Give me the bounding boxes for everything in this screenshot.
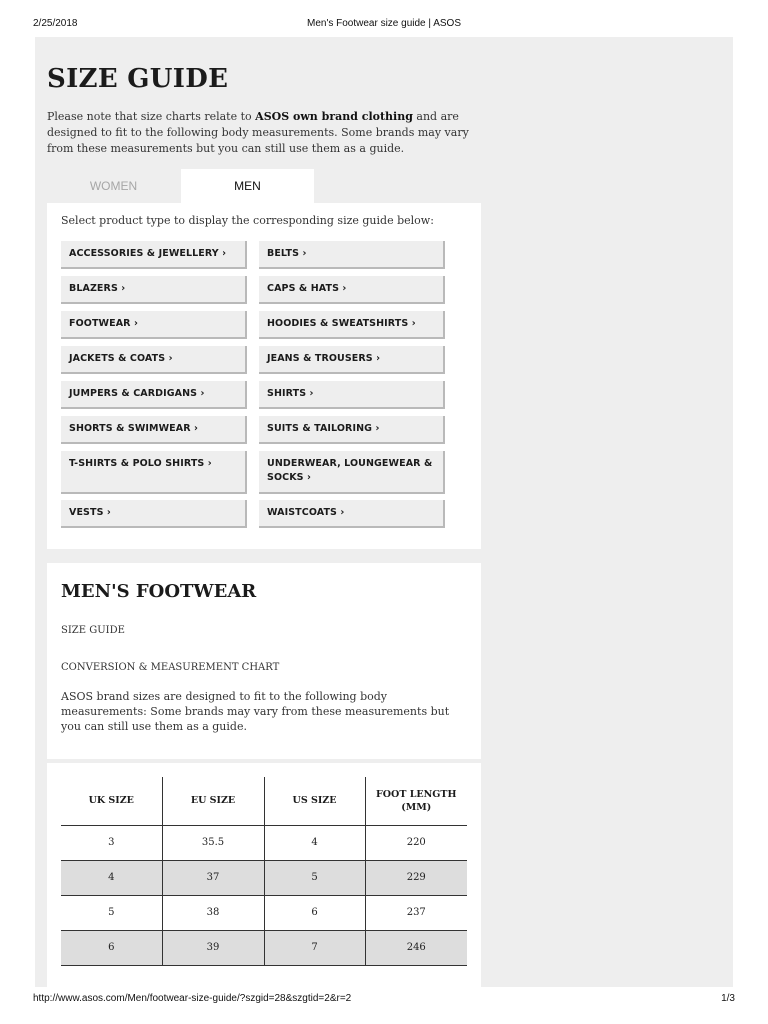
- category-underwear-loungewear-socks-button[interactable]: UNDERWEAR, LOUNGEWEAR & SOCKS ›: [259, 451, 445, 494]
- footwear-section: [47, 563, 481, 759]
- table-cell-foot-length: 220: [365, 825, 467, 860]
- category-accessories-jewellery-button[interactable]: ACCESSORIES & JEWELLERY ›: [61, 241, 247, 269]
- table-row: [61, 895, 467, 930]
- column-header-foot-length: FOOT LENGTH (MM): [365, 777, 467, 825]
- table-cell-uk: 5: [61, 895, 162, 930]
- category-shirts-button[interactable]: SHIRTS ›: [259, 381, 445, 409]
- table-cell-us: 4: [264, 825, 365, 860]
- category-footwear-button[interactable]: FOOTWEAR ›: [61, 311, 247, 339]
- size-table-panel: [47, 763, 481, 987]
- size-guide-title: SIZE GUIDE: [47, 64, 229, 94]
- print-page-title: Men's Footwear size guide | ASOS: [306, 18, 462, 29]
- category-shorts-swimwear-button[interactable]: SHORTS & SWIMWEAR ›: [61, 416, 247, 444]
- category-jackets-coats-button[interactable]: JACKETS & COATS ›: [61, 346, 247, 374]
- footwear-chart-heading: CONVERSION & MEASUREMENT CHART: [61, 662, 280, 673]
- print-date: 2/25/2018: [33, 18, 78, 29]
- footwear-description: ASOS brand sizes are designed to fit to the following body measurements: Some brands may vary from these measurements but you can still use them as a guide.: [61, 690, 450, 733]
- print-page-number: 1/3: [721, 993, 735, 1004]
- table-cell-foot-length: 237: [365, 895, 467, 930]
- category-caps-hats-button[interactable]: CAPS & HATS ›: [259, 276, 445, 304]
- column-header-eu-size: EU SIZE: [162, 777, 264, 825]
- table-header-row: [61, 777, 467, 825]
- category-jeans-trousers-button[interactable]: JEANS & TROUSERS ›: [259, 346, 445, 374]
- column-header-uk-size: UK SIZE: [61, 777, 162, 825]
- category-jumpers-cardigans-button[interactable]: JUMPERS & CARDIGANS ›: [61, 381, 247, 409]
- tab-women[interactable]: WOMEN: [47, 169, 180, 203]
- product-type-prompt: Select product type to display the corresponding size guide below:: [61, 214, 434, 227]
- table-cell-foot-length: 246: [365, 930, 467, 965]
- table-row: [61, 860, 467, 895]
- table-cell-us: 5: [264, 860, 365, 895]
- table-cell-uk: 4: [61, 860, 162, 895]
- size-table: [61, 777, 467, 966]
- intro-text-bold: ASOS own brand clothing: [255, 110, 413, 123]
- table-cell-foot-length: 229: [365, 860, 467, 895]
- table-row: [61, 930, 467, 965]
- table-cell-eu: 37: [162, 860, 264, 895]
- intro-text-start: Please note that size charts relate to: [47, 110, 256, 123]
- print-url: http://www.asos.com/Men/footwear-size-guide/?szgid=28&szgtid=2&r=2: [33, 993, 352, 1004]
- table-cell-eu: 35.5: [162, 825, 264, 860]
- table-cell-us: 7: [264, 930, 365, 965]
- category-suits-tailoring-button[interactable]: SUITS & TAILORING ›: [259, 416, 445, 444]
- table-cell-us: 6: [264, 895, 365, 930]
- column-header-us-size: US SIZE: [264, 777, 365, 825]
- category-vests-button[interactable]: VESTS ›: [61, 500, 247, 528]
- product-type-panel: [47, 203, 481, 549]
- table-cell-uk: 3: [61, 825, 162, 860]
- table-cell-eu: 39: [162, 930, 264, 965]
- footwear-subtitle: SIZE GUIDE: [61, 625, 125, 636]
- category-tshirts-polo-shirts-button[interactable]: T-SHIRTS & POLO SHIRTS ›: [61, 451, 247, 494]
- intro-text-end: and are designed to fit to the following body measurements. Some brands may vary from these measurements but you can still use them as a guide.: [47, 110, 469, 155]
- table-cell-uk: 6: [61, 930, 162, 965]
- category-blazers-button[interactable]: BLAZERS ›: [61, 276, 247, 304]
- tab-men[interactable]: MEN: [181, 169, 314, 203]
- size-guide-intro: [47, 109, 487, 157]
- table-row: [61, 825, 467, 860]
- table-cell-eu: 38: [162, 895, 264, 930]
- category-waistcoats-button[interactable]: WAISTCOATS ›: [259, 500, 445, 528]
- category-belts-button[interactable]: BELTS ›: [259, 241, 445, 269]
- category-hoodies-sweatshirts-button[interactable]: HOODIES & SWEATSHIRTS ›: [259, 311, 445, 339]
- footwear-title: MEN'S FOOTWEAR: [61, 581, 257, 602]
